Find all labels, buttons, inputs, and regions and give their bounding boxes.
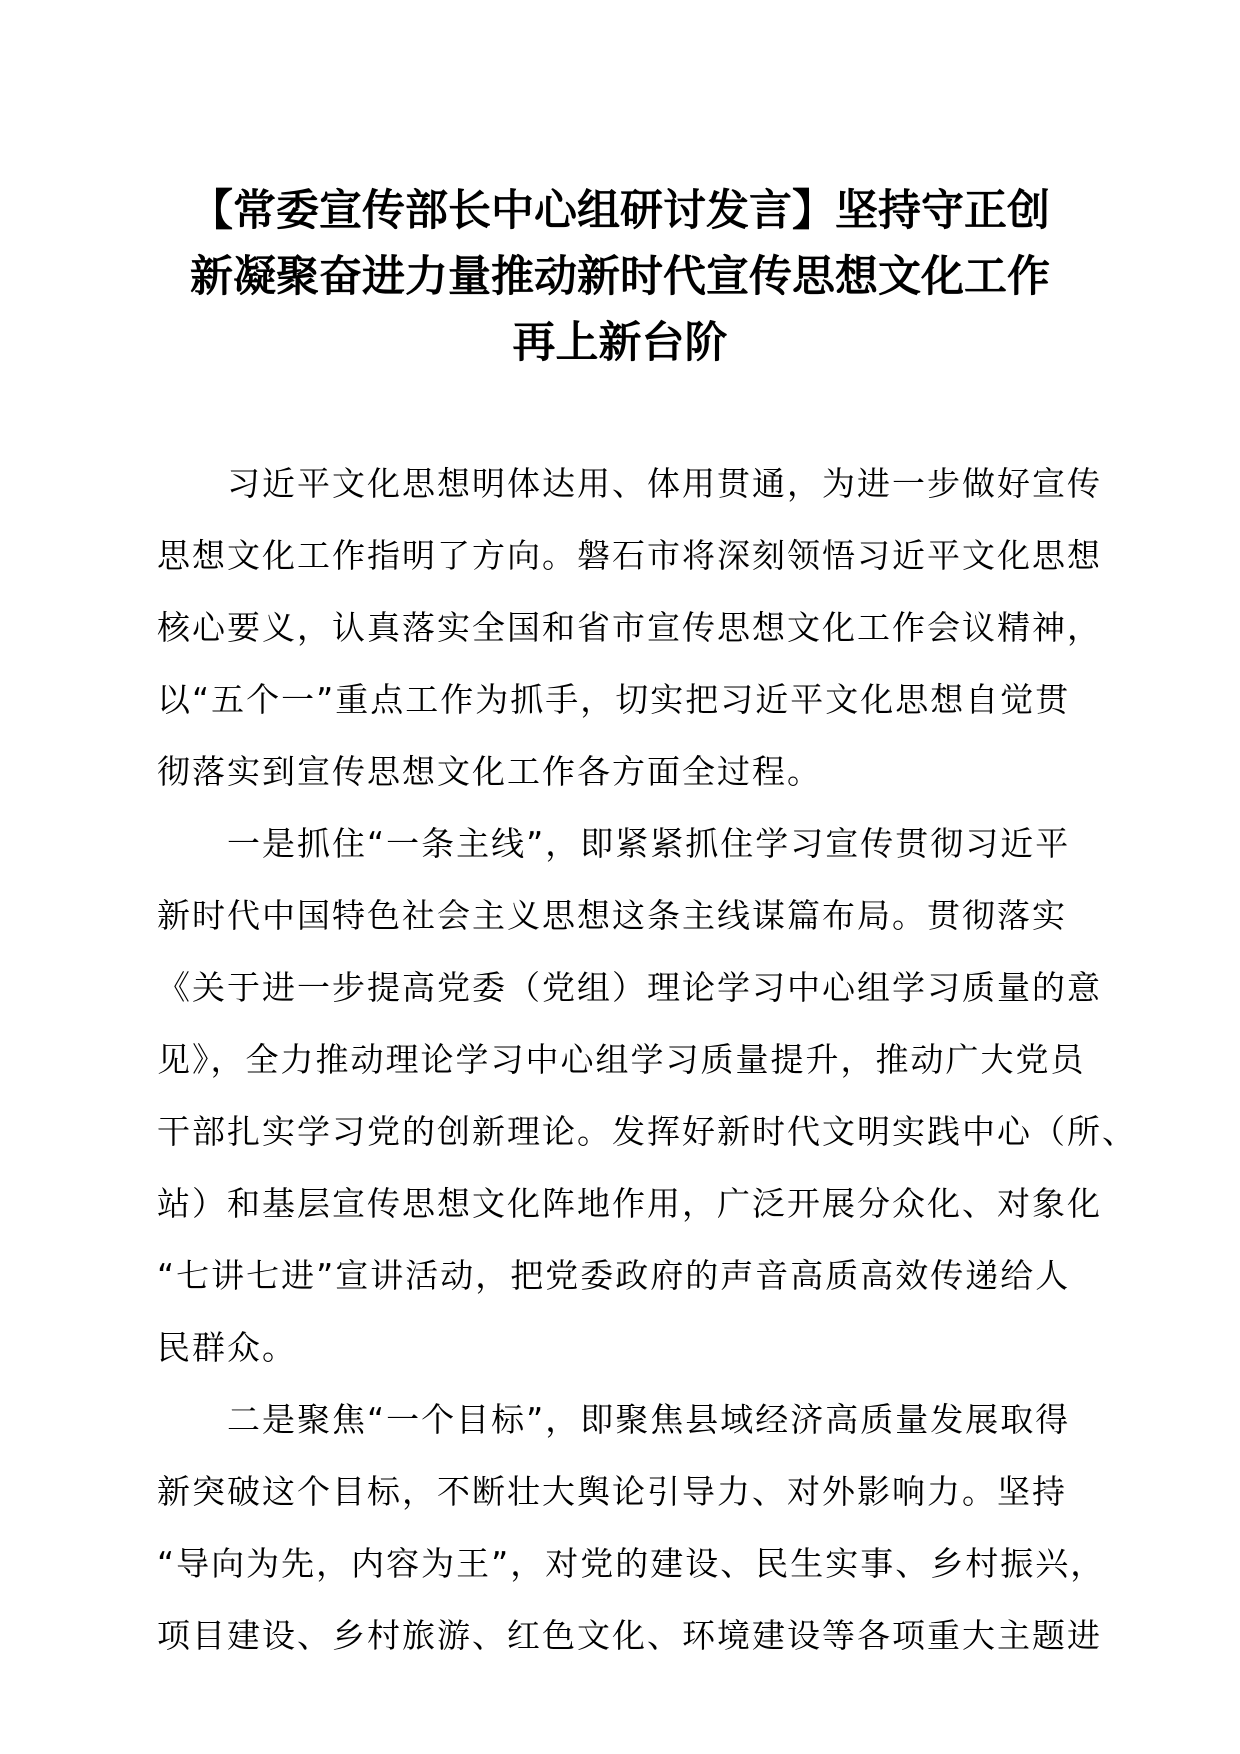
paragraph-2-line-2: 新时代中国特色社会主义思想这条主线谋篇布局。贯彻落实 bbox=[157, 896, 1067, 935]
paragraph-3-line-2: 新突破这个目标，不断壮大舆论引导力、对外影响力。坚持 bbox=[157, 1472, 1067, 1511]
paragraph-2-line-8: 民群众。 bbox=[157, 1328, 297, 1367]
paragraph-2-line-4: 见》，全力推动理论学习中心组学习质量提升，推动广大党员 bbox=[157, 1040, 1086, 1079]
paragraph-2-line-1: 一是抓住“一条主线”，即紧紧抓住学习宣传贯彻习近平 bbox=[227, 824, 1071, 863]
title-line-2: 新凝聚奋进力量推动新时代宣传思想文化工作 bbox=[190, 252, 1050, 302]
paragraph-1-line-2: 思想文化工作指明了方向。磐石市将深刻领悟习近平文化思想 bbox=[157, 536, 1102, 575]
paragraph-1-line-4: 以“五个一”重点工作为抓手，切实把习近平文化思想自觉贯 bbox=[157, 680, 1071, 719]
document-title bbox=[150, 178, 1090, 376]
paragraph-3-line-3: “导向为先，内容为王”，对党的建设、民生实事、乡村振兴， bbox=[157, 1544, 1106, 1583]
paragraph-1-line-5: 彻落实到宣传思想文化工作各方面全过程。 bbox=[157, 752, 822, 791]
paragraph-2-line-7: “七讲七进”宣讲活动，把党委政府的声音高质高效传递给人 bbox=[157, 1256, 1071, 1295]
paragraph-3-line-4: 项目建设、乡村旅游、红色文化、环境建设等各项重大主题进 bbox=[157, 1616, 1102, 1655]
paragraph-1-line-3: 核心要义，认真落实全国和省市宣传思想文化工作会议精神， bbox=[157, 608, 1102, 647]
title-line-3: 再上新台阶 bbox=[512, 318, 728, 368]
paragraph-2-line-3: 《关于进一步提高党委（党组）理论学习中心组学习质量的意 bbox=[157, 968, 1102, 1007]
paragraph-2-line-5: 干部扎实学习党的创新理论。发挥好新时代文明实践中心（所、 bbox=[157, 1112, 1137, 1151]
paragraph-2-line-6: 站）和基层宣传思想文化阵地作用，广泛开展分众化、对象化 bbox=[157, 1184, 1102, 1223]
paragraph-1-line-1: 习近平文化思想明体达用、体用贯通，为进一步做好宣传 bbox=[227, 464, 1102, 503]
document-body bbox=[157, 448, 1137, 1672]
paragraph-3-line-1: 二是聚焦“一个目标”，即聚焦县域经济高质量发展取得 bbox=[227, 1400, 1071, 1439]
title-line-1: 【常委宣传部长中心组研讨发言】坚持守正创 bbox=[190, 186, 1050, 236]
